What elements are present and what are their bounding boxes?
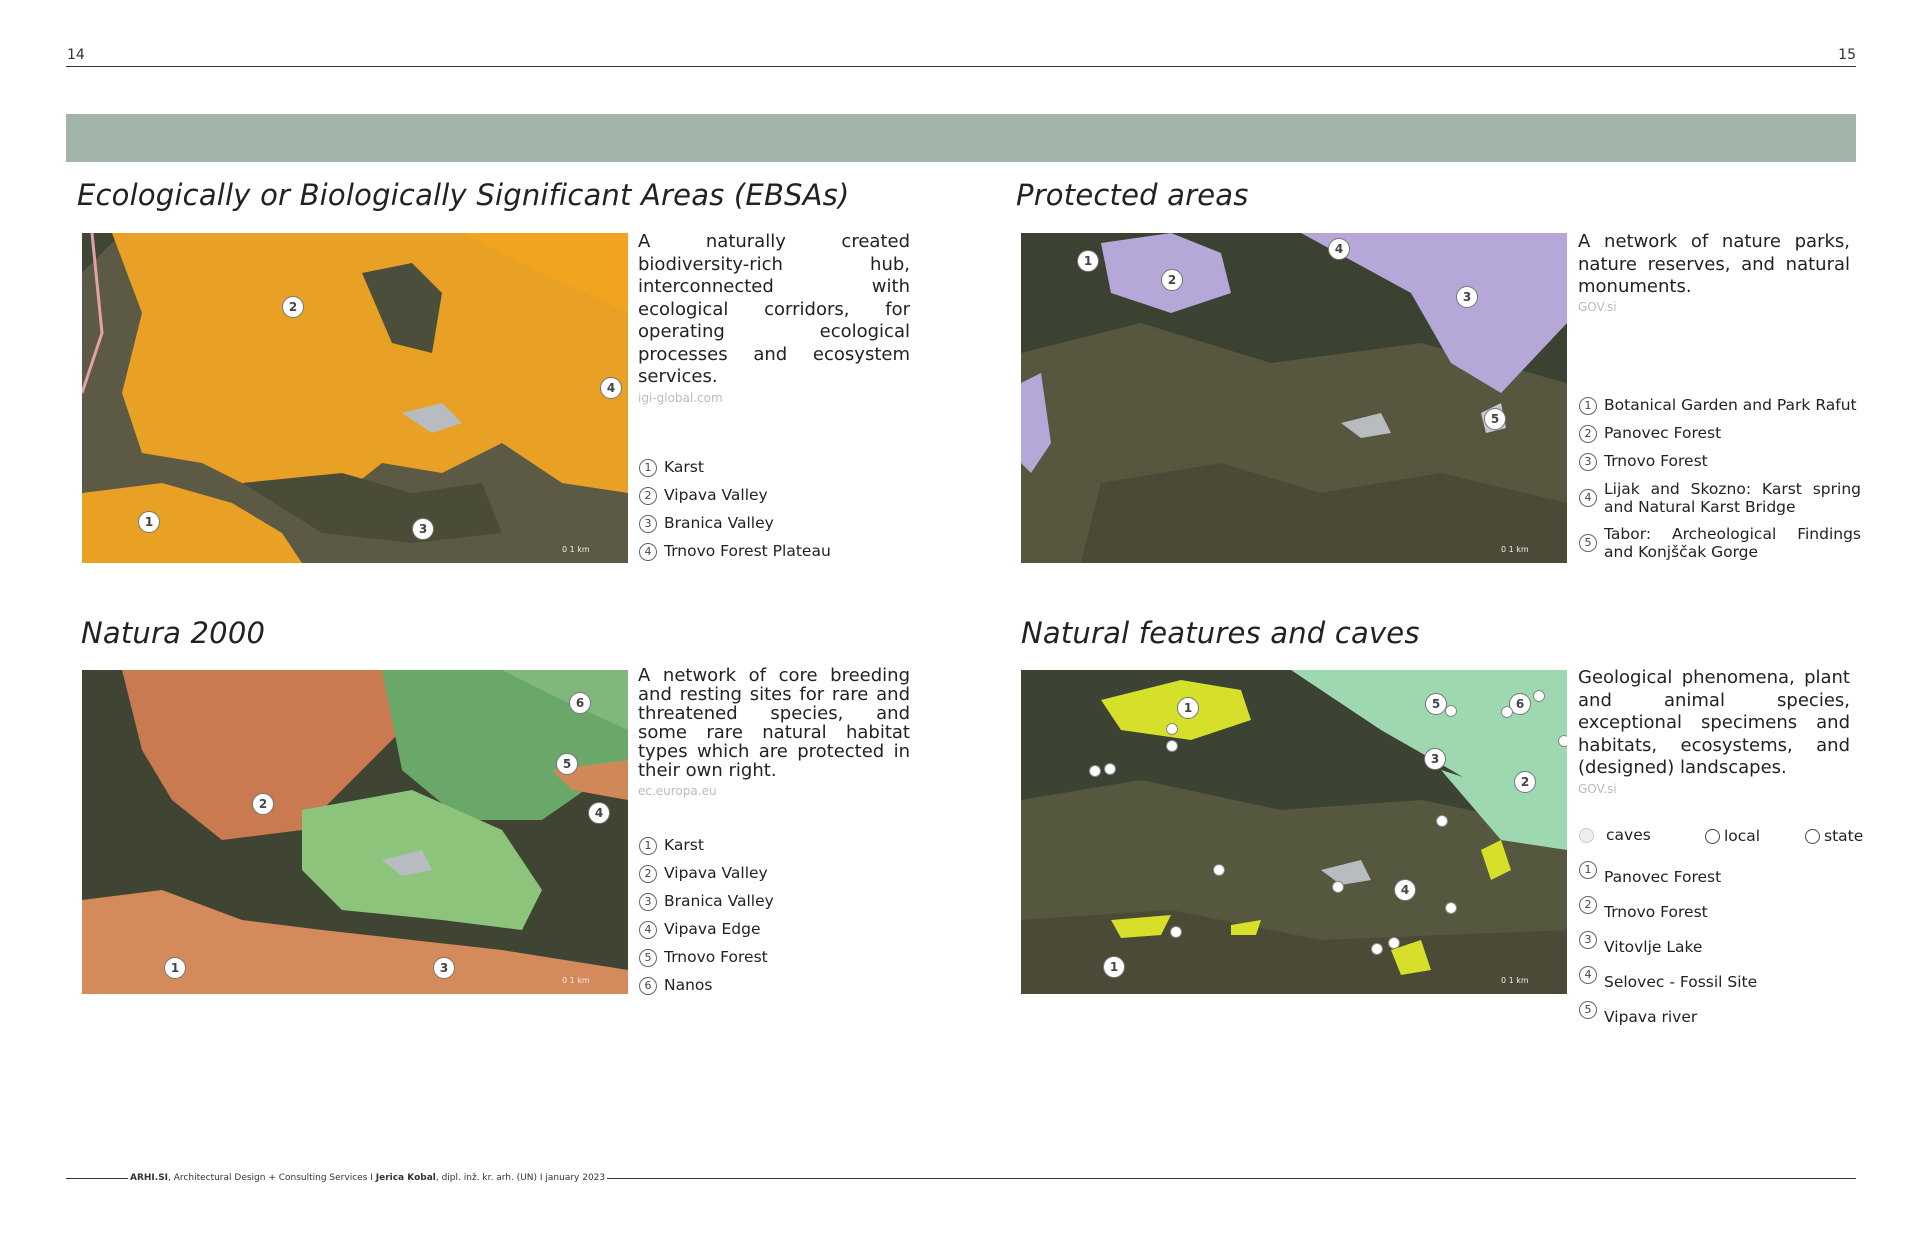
caves-symbol-icon xyxy=(1579,828,1594,843)
legend-item xyxy=(639,458,939,477)
legend-item xyxy=(1579,452,1861,471)
cave-dot xyxy=(1170,926,1182,938)
legend-label: Panovec Forest xyxy=(1604,868,1722,886)
features-marker-1b: 1 xyxy=(1103,956,1125,978)
legend-label: Trnovo Forest xyxy=(1604,452,1708,470)
legend-label: Karst xyxy=(664,458,704,476)
page-number-right: 15 xyxy=(1838,47,1856,63)
legend-item xyxy=(1579,860,1861,886)
legend-label: Vipava Valley xyxy=(664,864,768,882)
protected-map-image xyxy=(1021,233,1567,563)
legend-item xyxy=(639,892,939,911)
ebsa-marker-3: 3 xyxy=(412,518,434,540)
protected-marker-3: 3 xyxy=(1456,286,1478,308)
legend-number: 3 xyxy=(639,893,657,911)
natura-source: ec.europa.eu xyxy=(638,784,717,798)
natura-map xyxy=(82,668,628,994)
legend-number: 2 xyxy=(639,487,657,505)
cave-dot xyxy=(1332,881,1344,893)
natura-title: Natura 2000 xyxy=(81,616,266,650)
cave-dot xyxy=(1533,690,1545,702)
legend-number: 6 xyxy=(639,977,657,995)
protected-map xyxy=(1021,233,1567,563)
natura-marker-5: 5 xyxy=(556,753,578,775)
footer-service: , Architectural Design + Consulting Services I xyxy=(168,1173,376,1183)
features-legend xyxy=(1579,860,1861,1035)
legend-number: 4 xyxy=(639,543,657,561)
legend-label: Trnovo Forest xyxy=(664,948,768,966)
local-symbol-icon xyxy=(1705,829,1720,844)
natura-legend xyxy=(639,836,939,1004)
legend-number: 2 xyxy=(1579,896,1597,914)
features-marker-1: 1 xyxy=(1177,697,1199,719)
state-symbol-icon xyxy=(1805,829,1820,844)
legend-number: 2 xyxy=(1579,425,1597,443)
page-number-left: 14 xyxy=(67,47,85,63)
legend-number: 1 xyxy=(639,837,657,855)
scale-bar: 0 1 km xyxy=(562,545,590,554)
legend-item xyxy=(1579,525,1861,561)
legend-number: 3 xyxy=(1579,453,1597,471)
legend-item xyxy=(639,864,939,883)
ebsa-description: A naturally created biodiversity-rich hub, interconnected with ecological corridors, for operating ecological processes and ecosystem services. xyxy=(638,231,910,387)
legend-number: 3 xyxy=(639,515,657,533)
legend-number: 4 xyxy=(1579,489,1597,507)
cave-dot xyxy=(1388,937,1400,949)
features-map-image xyxy=(1021,668,1567,994)
protected-description: A network of nature parks, nature reserves, and natural monuments. xyxy=(1578,231,1850,297)
natura-marker-3: 3 xyxy=(433,957,455,979)
footer-brand: ARHI.SI xyxy=(130,1173,169,1183)
legend-label: Karst xyxy=(664,836,704,854)
category-caves xyxy=(1579,826,1651,844)
protected-legend xyxy=(1579,396,1861,570)
cave-dot xyxy=(1445,705,1457,717)
header-band xyxy=(66,114,1856,162)
legend-number: 1 xyxy=(1579,397,1597,415)
legend-label: Botanical Garden and Park Rafut xyxy=(1604,396,1857,414)
legend-item xyxy=(1579,930,1861,956)
legend-item xyxy=(639,542,939,561)
cave-dot xyxy=(1089,765,1101,777)
cave-dot xyxy=(1501,706,1513,718)
legend-label: Panovec Forest xyxy=(1604,424,1722,442)
protected-marker-5: 5 xyxy=(1484,408,1506,430)
protected-marker-1: 1 xyxy=(1077,250,1099,272)
footer-credit xyxy=(128,1173,607,1183)
ebsa-source: igi-global.com xyxy=(638,391,723,405)
legend-label: Branica Valley xyxy=(664,892,774,910)
natura-marker-2: 2 xyxy=(252,793,274,815)
protected-title: Protected areas xyxy=(1016,178,1249,212)
legend-label: Lijak and Skozno: Karst spring and Natural Karst Bridge xyxy=(1604,480,1861,516)
features-marker-6: 6 xyxy=(1509,693,1531,715)
category-state xyxy=(1805,827,1863,845)
scale-bar: 0 1 km xyxy=(1501,545,1529,554)
protected-marker-4: 4 xyxy=(1328,238,1350,260)
natura-marker-4: 4 xyxy=(588,802,610,824)
legend-item xyxy=(1579,396,1861,415)
cave-dot xyxy=(1558,735,1567,747)
legend-number: 4 xyxy=(639,921,657,939)
header-rule xyxy=(66,66,1856,67)
category-local xyxy=(1705,827,1760,845)
cave-dot xyxy=(1166,723,1178,735)
legend-label: Trnovo Forest xyxy=(1604,903,1708,921)
legend-item xyxy=(639,514,939,533)
legend-number: 5 xyxy=(1579,534,1597,552)
legend-label: Selovec - Fossil Site xyxy=(1604,973,1758,991)
category-label: state xyxy=(1824,827,1864,845)
legend-item xyxy=(639,920,939,939)
protected-source: GOV.si xyxy=(1578,300,1617,314)
legend-label: Vipava Edge xyxy=(664,920,761,938)
legend-label: Branica Valley xyxy=(664,514,774,532)
cave-dot xyxy=(1213,864,1225,876)
features-source: GOV.si xyxy=(1578,782,1617,796)
category-label: caves xyxy=(1606,826,1651,844)
legend-label: Trnovo Forest Plateau xyxy=(664,542,831,560)
legend-item xyxy=(1579,424,1861,443)
legend-label: Vitovlje Lake xyxy=(1604,938,1703,956)
natura-marker-1: 1 xyxy=(164,957,186,979)
scale-bar: 0 1 km xyxy=(1501,976,1529,985)
legend-item xyxy=(1579,895,1861,921)
footer-rest: , dipl. inž. kr. arh. (UN) I january 2023 xyxy=(435,1173,606,1183)
category-label: local xyxy=(1724,827,1761,845)
cave-dot xyxy=(1371,943,1383,955)
cave-dot xyxy=(1104,763,1116,775)
legend-number: 2 xyxy=(639,865,657,883)
legend-item xyxy=(639,836,939,855)
legend-number: 1 xyxy=(1579,861,1597,879)
legend-number: 3 xyxy=(1579,931,1597,949)
legend-item xyxy=(1579,1000,1861,1026)
features-map xyxy=(1021,668,1567,994)
legend-item xyxy=(1579,480,1861,516)
ebsa-legend xyxy=(639,458,939,570)
features-description: Geological phenomena, plant and animal species, exceptional specimens and habitats, ecosystems, and (designed) landscapes. xyxy=(1578,667,1850,778)
ebsa-map xyxy=(82,233,628,563)
features-marker-4: 4 xyxy=(1394,879,1416,901)
legend-item xyxy=(639,948,939,967)
legend-label: Vipava river xyxy=(1604,1008,1698,1026)
protected-marker-2: 2 xyxy=(1161,269,1183,291)
ebsa-map-image xyxy=(82,233,628,563)
features-marker-2: 2 xyxy=(1514,771,1536,793)
cave-dot xyxy=(1166,740,1178,752)
legend-number: 5 xyxy=(639,949,657,967)
legend-label: Nanos xyxy=(664,976,713,994)
footer-author: Jerica Kobal xyxy=(375,1173,436,1183)
features-marker-5: 5 xyxy=(1425,693,1447,715)
legend-item xyxy=(1579,965,1861,991)
features-marker-3: 3 xyxy=(1424,748,1446,770)
ebsa-title: Ecologically or Biologically Significant Areas (EBSAs) xyxy=(77,178,850,212)
legend-number: 4 xyxy=(1579,966,1597,984)
natura-description: A network of core breeding and resting sites for rare and threatened species, and some rare natural habitat types which are protected in their own right. xyxy=(638,665,910,781)
legend-number: 1 xyxy=(639,459,657,477)
legend-number: 5 xyxy=(1579,1001,1597,1019)
legend-label: Tabor: Archeological Findings and Konjščak Gorge xyxy=(1604,525,1861,561)
scale-bar: 0 1 km xyxy=(562,976,590,985)
ebsa-marker-2: 2 xyxy=(282,296,304,318)
natura-marker-6: 6 xyxy=(569,692,591,714)
legend-label: Vipava Valley xyxy=(664,486,768,504)
cave-dot xyxy=(1436,815,1448,827)
ebsa-marker-1: 1 xyxy=(138,511,160,533)
cave-dot xyxy=(1445,902,1457,914)
ebsa-marker-4: 4 xyxy=(600,377,622,399)
legend-item xyxy=(639,976,939,995)
features-title: Natural features and caves xyxy=(1021,616,1420,650)
natura-map-image xyxy=(82,668,628,994)
legend-item xyxy=(639,486,939,505)
